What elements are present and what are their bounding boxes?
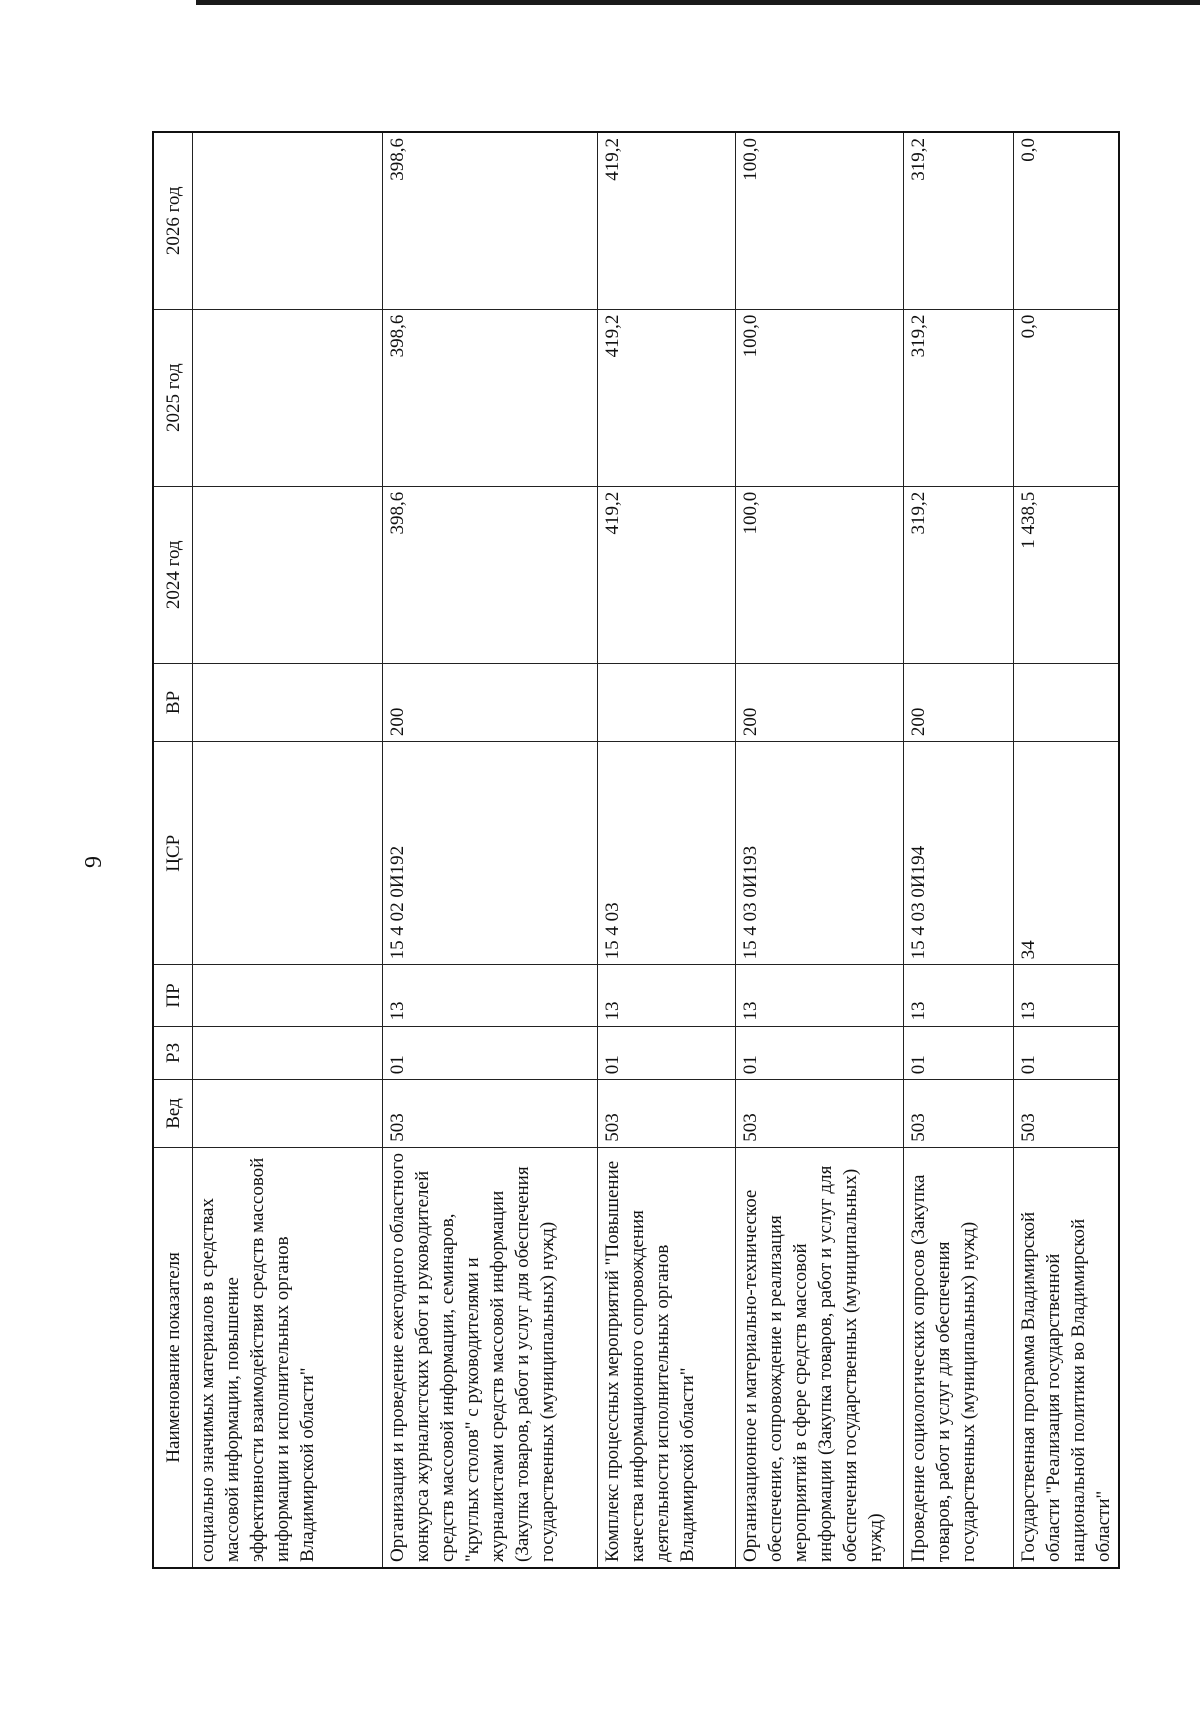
cell-2026: 319,2 bbox=[904, 132, 1014, 309]
cell-2025: 0,0 bbox=[1014, 309, 1120, 486]
cell-vr: 200 bbox=[383, 663, 598, 741]
cell-csr: 15 4 03 0И194 bbox=[904, 742, 1014, 965]
cell-vr bbox=[193, 663, 383, 741]
cell-name: Организационное и материально-техническое обеспечение, сопровождение и реализация мероприятий в сфере средств массовой информации (Закупка товаров, работ и услуг для обеспечения государственных (муниципальных) нужд) bbox=[736, 1147, 904, 1568]
header-rz: РЗ bbox=[153, 1026, 193, 1080]
cell-name: социально значимых материалов в средствах массовой информации, повышение эффективности взаимодействия средств массовой информации и исполнительных органов Владимирской области" bbox=[193, 1147, 383, 1568]
cell-2025: 100,0 bbox=[736, 309, 904, 486]
cell-2026 bbox=[193, 132, 383, 309]
cell-rz bbox=[193, 1026, 383, 1080]
cell-2024: 1 438,5 bbox=[1014, 486, 1120, 663]
cell-2024: 419,2 bbox=[598, 486, 736, 663]
cell-pr bbox=[193, 965, 383, 1026]
cell-ved: 503 bbox=[736, 1080, 904, 1148]
cell-ved bbox=[193, 1080, 383, 1148]
cell-2025: 398,6 bbox=[383, 309, 598, 486]
cell-ved: 503 bbox=[598, 1080, 736, 1148]
cell-rz: 01 bbox=[598, 1026, 736, 1080]
header-year-2026: 2026 год bbox=[153, 132, 193, 309]
header-vr: ВР bbox=[153, 663, 193, 741]
cell-2024: 100,0 bbox=[736, 486, 904, 663]
cell-vr bbox=[598, 663, 736, 741]
table-row bbox=[383, 132, 598, 1568]
page-number: 9 bbox=[81, 856, 107, 868]
cell-vr: 200 bbox=[736, 663, 904, 741]
header-year-2024: 2024 год bbox=[153, 486, 193, 663]
table-row bbox=[598, 132, 736, 1568]
cell-2026: 398,6 bbox=[383, 132, 598, 309]
cell-pr: 13 bbox=[383, 965, 598, 1026]
cell-name: Организация и проведение ежегодного областного конкурса журналистских работ и руководителей средств массовой информации, семинаров, "круглых столов" с руководителями и журналистами средств массовой информации (Закупка товаров, работ и услуг для обеспечения государственных (муниципальных) нужд) bbox=[383, 1147, 598, 1568]
cell-2024: 398,6 bbox=[383, 486, 598, 663]
cell-csr: 15 4 03 0И193 bbox=[736, 742, 904, 965]
cell-rz: 01 bbox=[1014, 1026, 1120, 1080]
cell-2024 bbox=[193, 486, 383, 663]
header-name: Наименование показателя bbox=[153, 1147, 193, 1568]
cell-ved: 503 bbox=[1014, 1080, 1120, 1148]
cell-2026: 100,0 bbox=[736, 132, 904, 309]
cell-name: Государственная программа Владимирской области "Реализация государственной национальной политики во Владимирской области" bbox=[1014, 1147, 1120, 1568]
budget-table bbox=[152, 131, 1120, 1569]
cell-ved: 503 bbox=[904, 1080, 1014, 1148]
cell-csr: 34 bbox=[1014, 742, 1120, 965]
header-year-2025: 2025 год bbox=[153, 309, 193, 486]
table-row bbox=[1014, 132, 1120, 1568]
table-row bbox=[193, 132, 383, 1568]
scan-top-edge-line bbox=[196, 0, 1200, 5]
cell-csr: 15 4 02 0И192 bbox=[383, 742, 598, 965]
cell-pr: 13 bbox=[598, 965, 736, 1026]
cell-pr: 13 bbox=[1014, 965, 1120, 1026]
cell-2025: 419,2 bbox=[598, 309, 736, 486]
cell-vr: 200 bbox=[904, 663, 1014, 741]
table-rotated-wrapper bbox=[152, 131, 1112, 1569]
cell-pr: 13 bbox=[904, 965, 1014, 1026]
table-row bbox=[904, 132, 1014, 1568]
cell-2025 bbox=[193, 309, 383, 486]
cell-vr bbox=[1014, 663, 1120, 741]
cell-2025: 319,2 bbox=[904, 309, 1014, 486]
cell-csr: 15 4 03 bbox=[598, 742, 736, 965]
cell-2026: 419,2 bbox=[598, 132, 736, 309]
table-header-row bbox=[153, 132, 193, 1568]
cell-csr bbox=[193, 742, 383, 965]
cell-ved: 503 bbox=[383, 1080, 598, 1148]
cell-rz: 01 bbox=[736, 1026, 904, 1080]
header-pr: ПР bbox=[153, 965, 193, 1026]
cell-name: Комплекс процессных мероприятий "Повышение качества информационного сопровождения деятельности исполнительных органов Владимирской области" bbox=[598, 1147, 736, 1568]
cell-name: Проведение социологических опросов (Закупка товаров, работ и услуг для обеспечения государственных (муниципальных) нужд) bbox=[904, 1147, 1014, 1568]
cell-rz: 01 bbox=[383, 1026, 598, 1080]
cell-pr: 13 bbox=[736, 965, 904, 1026]
header-ved: Вед bbox=[153, 1080, 193, 1148]
cell-rz: 01 bbox=[904, 1026, 1014, 1080]
cell-2026: 0,0 bbox=[1014, 132, 1120, 309]
cell-2024: 319,2 bbox=[904, 486, 1014, 663]
header-csr: ЦСР bbox=[153, 742, 193, 965]
table-row bbox=[736, 132, 904, 1568]
